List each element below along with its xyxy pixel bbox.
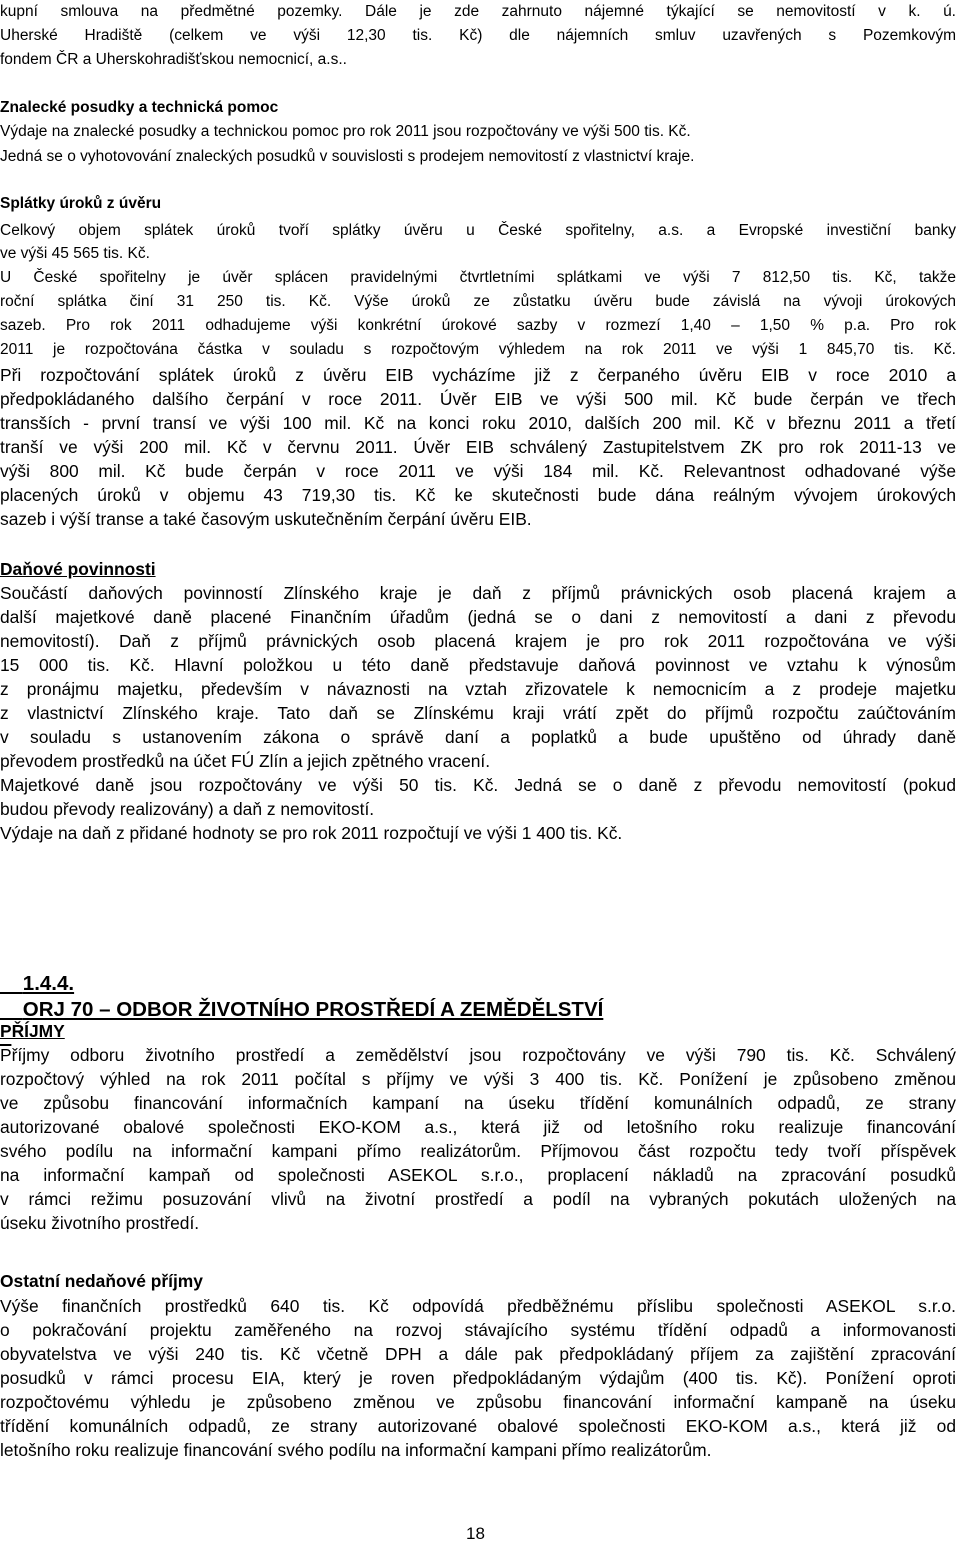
- text-line: ve výši 45 565 tis. Kč.: [0, 245, 150, 262]
- text-line: 15 000 tis. Kč. Hlavní položkou u této daně představuje daňová povinnost ve vztahu k výnosům: [0, 655, 956, 675]
- chapter-heading: [0, 945, 603, 1049]
- text-line: z pronájmu majetku, především v návaznosti na vztah zřizovatele k nemocnicím a z prodeje majetku: [0, 679, 956, 699]
- text-line: kupní smlouva na předmětné pozemky. Dále je zde zahrnuto nájemné týkající se nemovitostí v k. ú.: [0, 3, 956, 20]
- text-line: nemovitostí). Daň z příjmů právnických osob placená krajem je pro rok 2011 rozpočtována ve výši: [0, 631, 956, 651]
- text-line: Výdaje na znalecké posudky a technickou pomoc pro rok 2011 jsou rozpočtovány ve výši 500 tis. Kč.: [0, 123, 691, 140]
- text-line: Při rozpočtování splátek úroků z úvěru EIB vycházíme již z čerpaného úvěru EIB v roce 2010 a: [0, 365, 956, 385]
- text-line: budou převody realizovány) a daň z nemovitostí.: [0, 799, 375, 819]
- page-number: 18: [466, 1524, 485, 1543]
- text-line: Majetkové daně jsou rozpočtovány ve výši 50 tis. Kč. Jedná se o daně z převodu nemovitostí (pokud: [0, 775, 956, 795]
- text-line: rozpočtový výhled na rok 2011 počítal s příjmy ve výši 3 400 tis. Kč. Ponížení je způsobeno změnou: [0, 1069, 956, 1089]
- text-line: 2011 je rozpočtována částka v souladu s rozpočtovým výhledem na rok 2011 ve výši 1 845,70 tis. Kč.: [0, 341, 956, 358]
- text-line: transších - první transí ve výši 100 mil. Kč na konci roku 2010, dalších 200 mil. Kč v březnu 2011 a třetí: [0, 413, 956, 433]
- text-line: v rámci režimu posuzování vlivů na životní prostředí a podíl na vybraných pokutách uložených na: [0, 1189, 956, 1209]
- text-line: Součástí daňových povinností Zlínského kraje je daň z příjmů právnických osob placená krajem a: [0, 583, 956, 603]
- text-line: v souladu s ustanovením zákona o správě daní a poplatků a bude upuštěno od úhrady daně: [0, 727, 956, 747]
- text-line: svého podílu na informační kampani přímo realizátorům. Příjmovou část rozpočtu tedy tvoří příspěvek: [0, 1141, 956, 1161]
- text-line: U České spořitelny je úvěr splácen pravidelnými čtvrtletními splátkami ve výši 7 812,50 tis. Kč, takže: [0, 269, 956, 286]
- text-line: tranší ve výši 200 mil. Kč v červnu 2011. Úvěr EIB schválený Zastupitelstvem ZK pro rok 2011-13 ve: [0, 437, 956, 457]
- text-line: převodem prostředků na účet FÚ Zlín a jejich zpětného vracení.: [0, 751, 491, 771]
- text-line: úseku životního prostředí.: [0, 1213, 200, 1233]
- text-line: rozpočtovému výhledu je způsobeno změnou ve způsobu financování informační kampaně na úseku: [0, 1392, 956, 1412]
- text-line: placených úroků v objemu 43 719,30 tis. Kč ke skutečnosti bude dána reálným vývojem úrokových: [0, 485, 956, 505]
- chapter-number: 1.4.4.: [22, 972, 75, 995]
- text-line: letošního roku realizuje financování svého podílu na informační kampani přímo realizátorům.: [0, 1440, 712, 1460]
- text-line: Výše finančních prostředků 640 tis. Kč odpovídá předběžnému příslibu společnosti ASEKOL s.r.o.: [0, 1296, 956, 1316]
- text-line: z vlastnictví Zlínského kraje. Tato daň se Zlínskému kraji vrátí zpět do příjmů rozpočtu zaúčtováním: [0, 703, 956, 723]
- text-line: Výdaje na daň z přidané hodnoty se pro rok 2011 rozpočtují ve výši 1 400 tis. Kč.: [0, 823, 623, 843]
- text-line: autorizované obalové společnosti EKO-KOM a.s., která již od letošního roku realizuje financování: [0, 1117, 956, 1137]
- section-heading: PŘÍJMY: [0, 1021, 65, 1041]
- text-line: sazeb i výší transe a také časovým uskutečněním čerpání úvěru EIB.: [0, 509, 532, 529]
- text-line: posudků v rámci procesu EIA, který je roven předpokládaným výdajům (400 tis. Kč). Ponížení oproti: [0, 1368, 956, 1388]
- text-line: roční splátka činí 31 250 tis. Kč. Výše úroků ze zůstatku úvěru bude závislá na vývoji úrokových: [0, 293, 956, 310]
- text-line: obyvatelstva ve výši 240 tis. Kč včetně DPH a dále pak předpokládaný příjem za zajištění zpracování: [0, 1344, 956, 1364]
- text-line: fondem ČR a Uherskohradišťskou nemocnicí, a.s..: [0, 51, 347, 68]
- text-line: Uherské Hradiště (celkem ve výši 12,30 tis. Kč) dle nájemních smluv uzavřených s Pozemkovým: [0, 27, 956, 44]
- section-heading: Daňové povinnosti: [0, 559, 156, 579]
- text-line: další majetkové daně placené Finančním úřadům (jedná se o dani z nemovitostí a dani z převodu: [0, 607, 956, 627]
- text-line: výši 800 mil. Kč bude čerpán v roce 2011 ve výši 184 mil. Kč. Relevantnost odhadované výše: [0, 461, 956, 481]
- text-line: sazeb. Pro rok 2011 odhadujeme výši konkrétní úrokové sazby v rozmezí 1,40 – 1,50 % p.a. Pro rok: [0, 317, 956, 334]
- text-line: třídění komunálních odpadů, ze strany autorizované obalové společnosti EKO-KOM a.s., která již od: [0, 1416, 956, 1436]
- text-line: o pokračování projektu zaměřeného na rozvoj stávajícího systému třídění odpadů a informovanosti: [0, 1320, 956, 1340]
- text-line: na informační kampaň od společnosti ASEKOL s.r.o., proplacení nákladů na zpracování posudků: [0, 1165, 956, 1185]
- section-heading: Znalecké posudky a technická pomoc: [0, 99, 279, 116]
- section-heading: Splátky úroků z úvěru: [0, 195, 162, 212]
- text-line: předpokládaného dalšího čerpání v roce 2011. Úvěr EIB ve výši 500 mil. Kč bude čerpán ve třech: [0, 389, 956, 409]
- text-line: Celkový objem splátek úroků tvoří splátky úvěru u České spořitelny, a.s. a Evropské investiční banky: [0, 222, 956, 239]
- text-line: ve způsobu financování informačních kampaní na úseku třídění komunálních odpadů, ze strany: [0, 1093, 956, 1113]
- text-line: Jedná se o vyhotovování znaleckých posudků v souvislosti s prodejem nemovitostí z vlastnictví kraje.: [0, 148, 695, 165]
- text-line: Příjmy odboru životního prostředí a zemědělství jsou rozpočtovány ve výši 790 tis. Kč. Schválený: [0, 1045, 956, 1065]
- chapter-title: ORJ 70 – ODBOR ŽIVOTNÍHO PROSTŘEDÍ A ZEMĚDĚLSTVÍ: [22, 998, 604, 1021]
- section-heading: Ostatní nedaňové příjmy: [0, 1271, 203, 1291]
